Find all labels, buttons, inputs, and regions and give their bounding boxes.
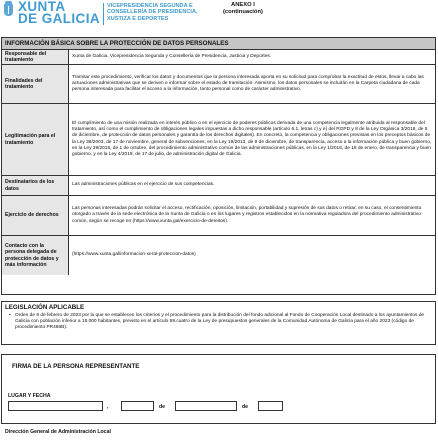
applicable-legislation [1, 301, 436, 345]
legislation-item [5, 313, 432, 332]
document-header [0, 0, 438, 34]
date-separator: de [242, 404, 249, 410]
data-protection-title: INFORMACIÓN BÁSICA SOBRE LA PROTECCIÓN DE DATOS PERSONALES [2, 38, 435, 50]
signature-title: FIRMA DE LA PERSONA REPRESENTANTE [12, 363, 140, 370]
row-value: Tramitar este procedimiento, verificar los datos y documentos que la persona interesada aporta en su solicitud para comprobar la exactitud de estos, llevar a cabo las actuaciones administrativas que se deriven e informar sobre el estado de tramitación. Asimismo, los datos personales se incluirán en la Carpeta ciudadana de cada persona interesada para facilitar el acceso a la información, tanto personal como de carácter administrativo. [72, 74, 424, 93]
row-value: Las administraciones públicas en el ejercicio de sus competencias. [72, 182, 215, 188]
xunta-logo [3, 1, 100, 27]
annex-label [223, 2, 263, 15]
row-label: Responsable del tratamiento [2, 50, 69, 64]
date-separator: de [159, 404, 166, 410]
annex-title: ANEXO I [231, 2, 255, 8]
place-input[interactable] [8, 401, 103, 411]
row-value: El cumplimiento de una misión realizada en interés público o en el ejercicio de poderes públicos derivada de una competencia legalmente atribuida al responsable del tratamiento, así como el cumplimiento de obligaciones legales impuestas a dicho responsable (artículo 6.1, letras c) y e) del RGPD y 8 de la Ley Orgánica 3/2018, de 5 de diciembre, de protección de datos personales y garantía de los derechos digitales). En concreto, la competencia y obligaciones previstas en los preceptos básicos de la Ley 38/2003, de 17 de noviembre, general de subvenciones, en la Ley 19/2013, de 9 de diciembre, de transparencia, acceso a la información pública y buen gobierno, en la Ley 39/2015, de 1 de octubre, del procedimiento administrativo común de las administraciones públicas, en la Ley 1/2016, de 18 de enero, de transparencia y buen gobierno, y en la Ley 4/2019, de 17 de julio, de administración digital de Galicia. [72, 120, 432, 158]
logo-text [18, 1, 100, 25]
table-row [2, 196, 435, 236]
table-row [2, 50, 435, 65]
logo-line-2: DE GALICIA [18, 11, 101, 26]
header-divider [103, 3, 104, 25]
month-input[interactable] [175, 401, 237, 411]
row-label: Finalidades del tratamiento [2, 65, 69, 103]
table-row [2, 104, 435, 176]
dept-line-3: XUSTIZA E DEPORTES [107, 15, 169, 22]
coat-of-arms-icon [3, 1, 15, 27]
legislation-title: LEGISLACIÓN APLICABLE [5, 304, 85, 311]
department-name [107, 3, 198, 22]
signature-section [1, 354, 436, 424]
year-input[interactable] [258, 401, 283, 411]
place-date-label: LUGAR Y FECHA [8, 393, 51, 399]
annex-subtitle: (continuación) [223, 8, 263, 15]
dept-line-1: VICEPRESIDENCIA SEGUNDA E [107, 3, 193, 9]
legislation-text: Orden de 9 de febrero de 2023 por la que se establecen los criterios y el procedimiento para la distribución del fondo adicional al Fondo de Cooperación Local destinado a los ayuntamientos de Galicia con población inferior a 15.000 habitantes, previsto en el artículo 59.cuatro de la Ley de presupuestos generales de la Comunidad Autónoma de Galicia para el año 2023 (código de procedimiento PR486B). [15, 313, 425, 331]
row-label: Legitimación para el tratamiento [2, 104, 69, 175]
row-label: Contacto con la persona delegada de protección de datos y más información [2, 236, 69, 275]
bullet-icon: • [9, 313, 11, 318]
row-value: Las personas interesadas podrán solicitar el acceso, rectificación, oposición, limitación, portabilidad y supresión de sus datos o retirar, en su caso, el consentimiento otorgado a través de la sede electrónica de la Xunta de Galicia o en los lugares y registros establecidos en la normativa reguladora del procedimiento administrativo común, según se recoge en (https://www.xunta.gal/exercicio-de-dereitos). [72, 206, 422, 224]
data-protection-table [1, 37, 436, 295]
table-row [2, 176, 435, 196]
row-label: Destinatarios de los datos [2, 176, 69, 195]
row-value: Xunta de Galicia. Vicepresidencia Segunda y Consellería de Presidencia, Justicia y Deportes. [72, 53, 272, 59]
row-value: (https://www.xunta.gal/informacion-xeral-proteccion-datos) [72, 252, 196, 258]
dept-line-2: CONSELLERÍA DE PRESIDENCIA, [107, 9, 198, 16]
row-label: Ejercicio de derechos [2, 196, 69, 235]
day-input[interactable] [121, 401, 154, 411]
footer-department: Dirección General de Administración Local [5, 429, 111, 435]
table-row [2, 65, 435, 104]
logo-line-1: XUNTA [18, 0, 66, 14]
table-row [2, 236, 435, 275]
date-separator: , [107, 404, 109, 410]
